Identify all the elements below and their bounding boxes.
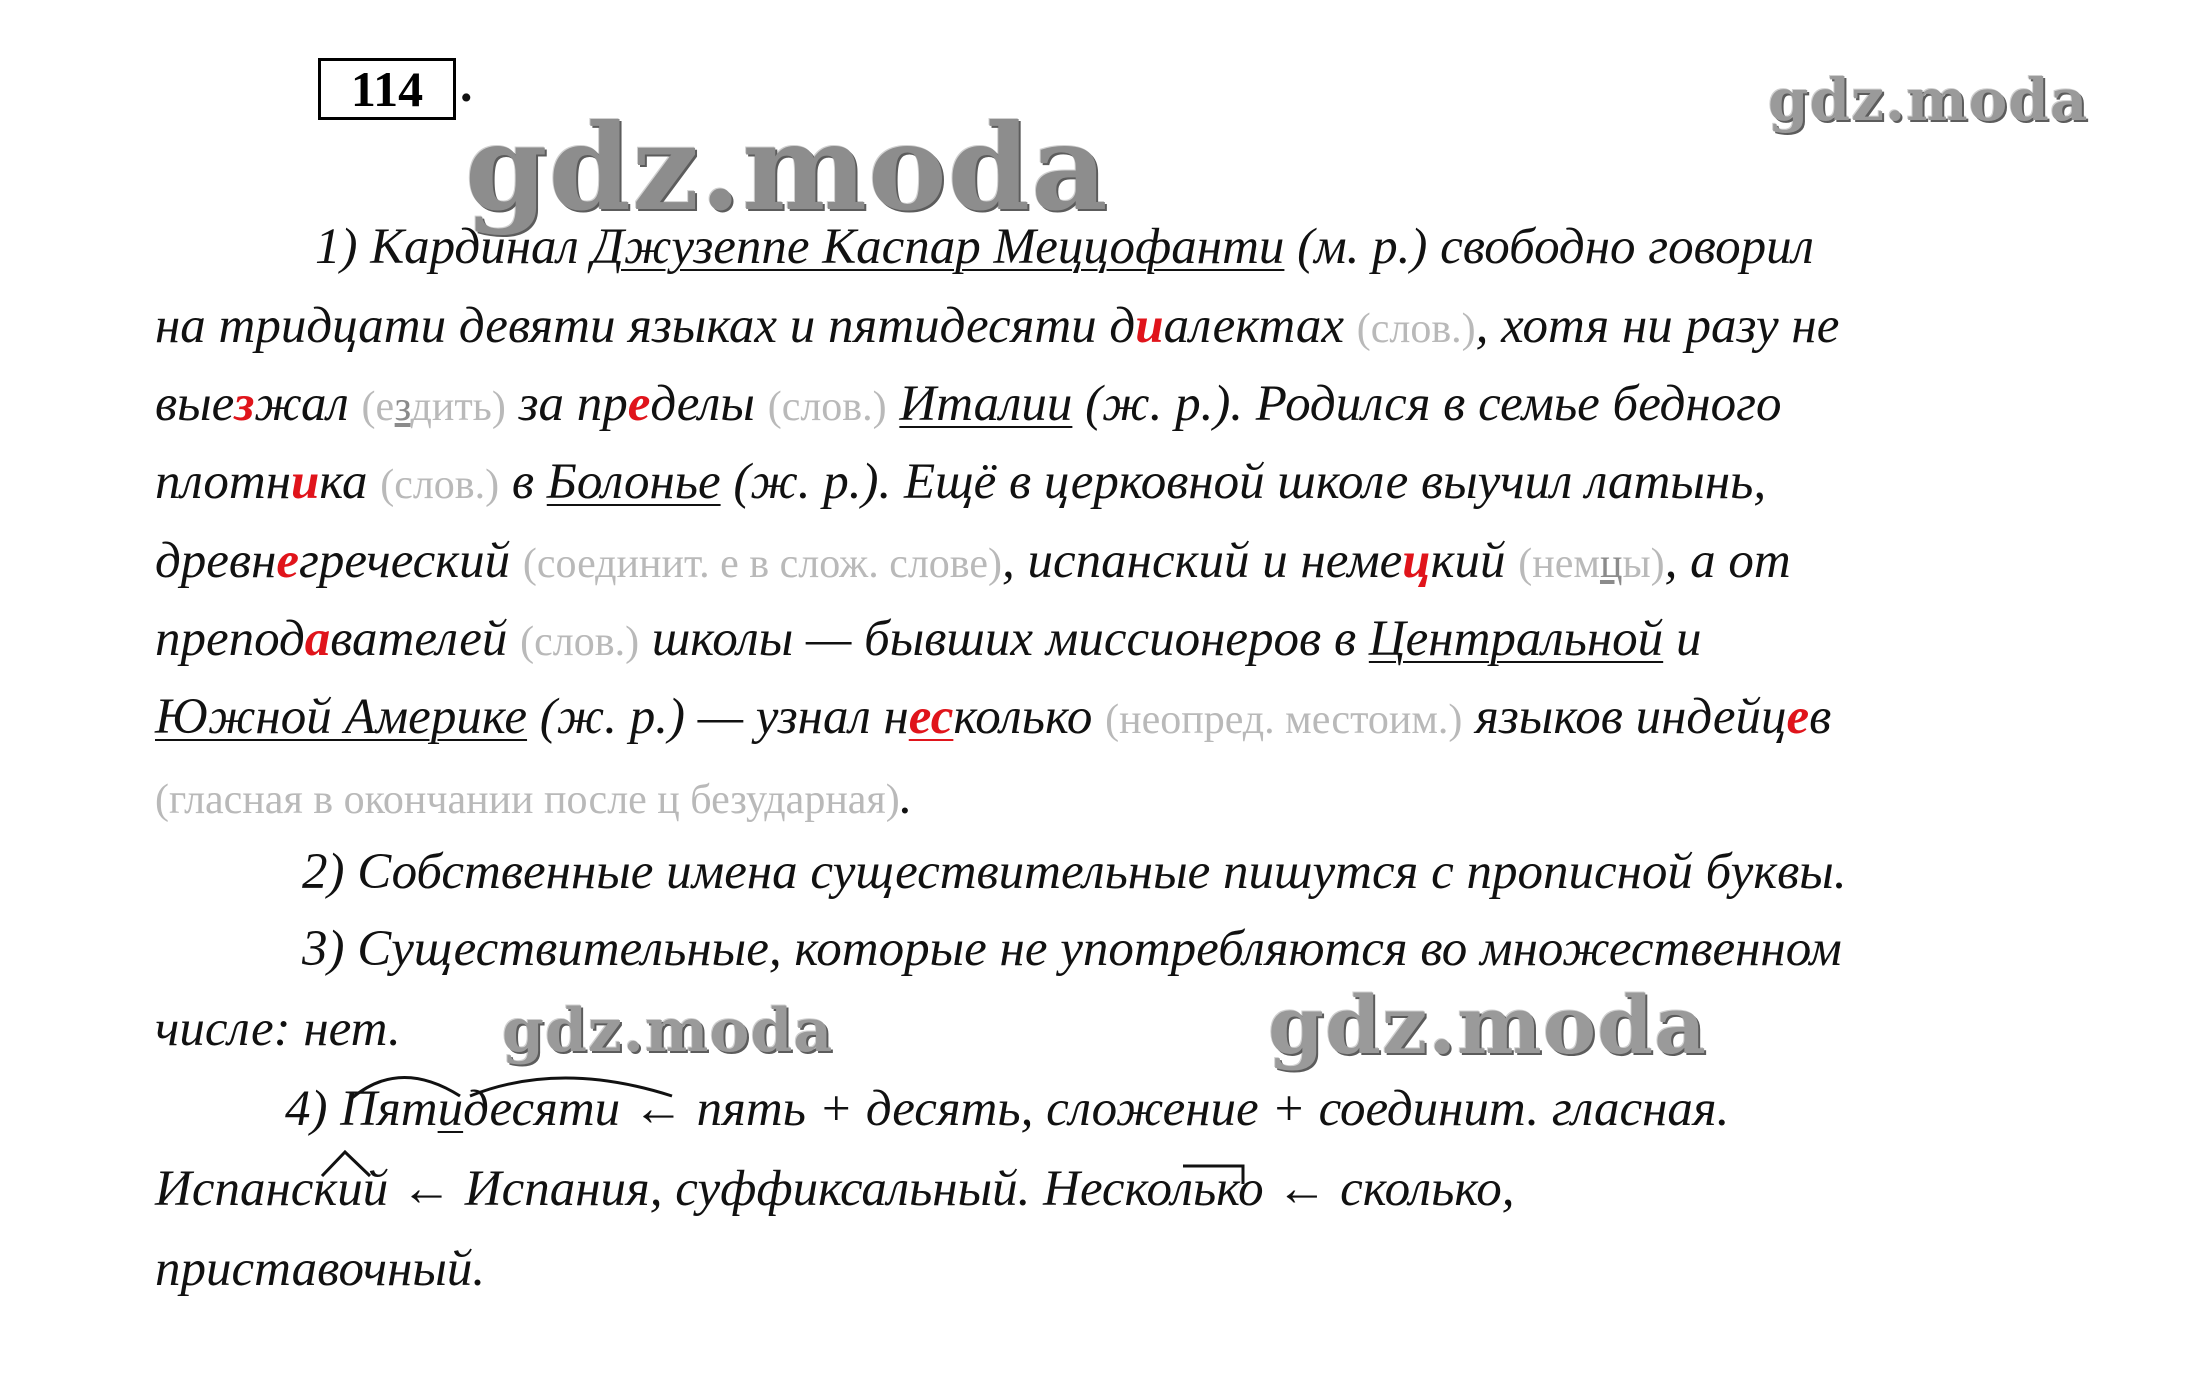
paragraph-1-line-1: 1) Кардинал Джузеппе Каспар Меццофанти (м. р.) свободно говорил: [315, 219, 1814, 275]
suffix: ск: [290, 1161, 338, 1217]
proper-name: Южной Америке: [155, 689, 528, 745]
proper-name: Джузеппе Каспар Меццофанти: [591, 219, 1285, 275]
root-arc-1: [352, 1077, 460, 1098]
arrow-icon: ←: [1276, 1161, 1328, 1217]
prefix-mark: [1183, 1166, 1243, 1184]
exercise-number-dot: .: [460, 56, 473, 112]
exercise-number: 114: [318, 58, 456, 120]
paragraph-4-line-2: Испанский ← Испания, суффиксальный. Несколько ← сколько,: [155, 1161, 1515, 1217]
watermark-lower-center: gdz.moda: [1268, 978, 1707, 1072]
hint: (немцы): [1518, 541, 1665, 587]
paragraph-1-line-7: Южной Америке (ж. р.) — узнал несколько (неопред. местоим.) языков индейцев: [155, 689, 1832, 745]
prefix: Не: [1043, 1161, 1102, 1217]
paragraph-1-line-4: плотника (слов.) в Болонье (ж. р.). Ещё в церковной школе выучил латынь,: [155, 454, 1767, 510]
arrow-icon: ←: [632, 1081, 684, 1137]
hint: (слов.): [520, 619, 640, 665]
paragraph-1-line-2: на тридцати девяти языках и пятидесяти диалектах (слов.), хотя ни разу не: [155, 298, 1840, 354]
paragraph-4-line-3: приставочный.: [155, 1241, 486, 1297]
hint: (слов.): [380, 462, 500, 508]
proper-name: Болонье: [546, 454, 721, 510]
arrow-icon: ←: [401, 1161, 453, 1217]
watermark-large: gdz.moda: [465, 98, 1109, 237]
hint: (неопред. местоим.): [1105, 697, 1463, 743]
hint: (гласная в окончании после ц безударная): [155, 777, 900, 823]
paragraph-1-line-6: преподавателей (слов.) школы — бывших миссионеров в Центральной и: [155, 611, 1702, 667]
hint: (слов.): [767, 384, 887, 430]
hint: (соединит. е в слож. слове): [522, 541, 1003, 587]
proper-name: Италии: [899, 376, 1073, 432]
linking-vowel: и: [437, 1081, 464, 1137]
hint: (ездить): [361, 384, 506, 430]
paragraph-2: 2) Собственные имена существительные пишутся с прописной буквы.: [302, 844, 1847, 900]
word-root-2: десяти: [463, 1081, 621, 1137]
root-arc-2: [470, 1078, 672, 1096]
paragraph-4-line-1: 4) Пятидесяти ← пять + десять, сложение + соединит. гласная.: [285, 1081, 1730, 1137]
paragraph-1-line-8: (гласная в окончании после ц безударная).: [155, 769, 913, 825]
paragraph-1-line-3: выезжал (ездить) за пределы (слов.) Италии (ж. р.). Родился в семье бедного: [155, 376, 1782, 432]
watermark-top-right: gdz.moda: [1768, 66, 2089, 134]
hint: (слов.): [1356, 306, 1476, 352]
word-root-1: Пят: [340, 1081, 438, 1137]
paragraph-3-line-2: числе: нет.: [155, 1001, 401, 1057]
suffix-mark: [322, 1152, 370, 1176]
proper-name: Центральной: [1368, 611, 1664, 667]
paragraph-3-line-1: 3) Существительные, которые не употребляются во множественном: [302, 921, 1842, 977]
watermark-lower-left: gdz.moda: [502, 996, 834, 1066]
paragraph-1-line-5: древнегреческий (соединит. е в слож. слове), испанский и немецкий (немцы), а от: [155, 533, 1791, 589]
